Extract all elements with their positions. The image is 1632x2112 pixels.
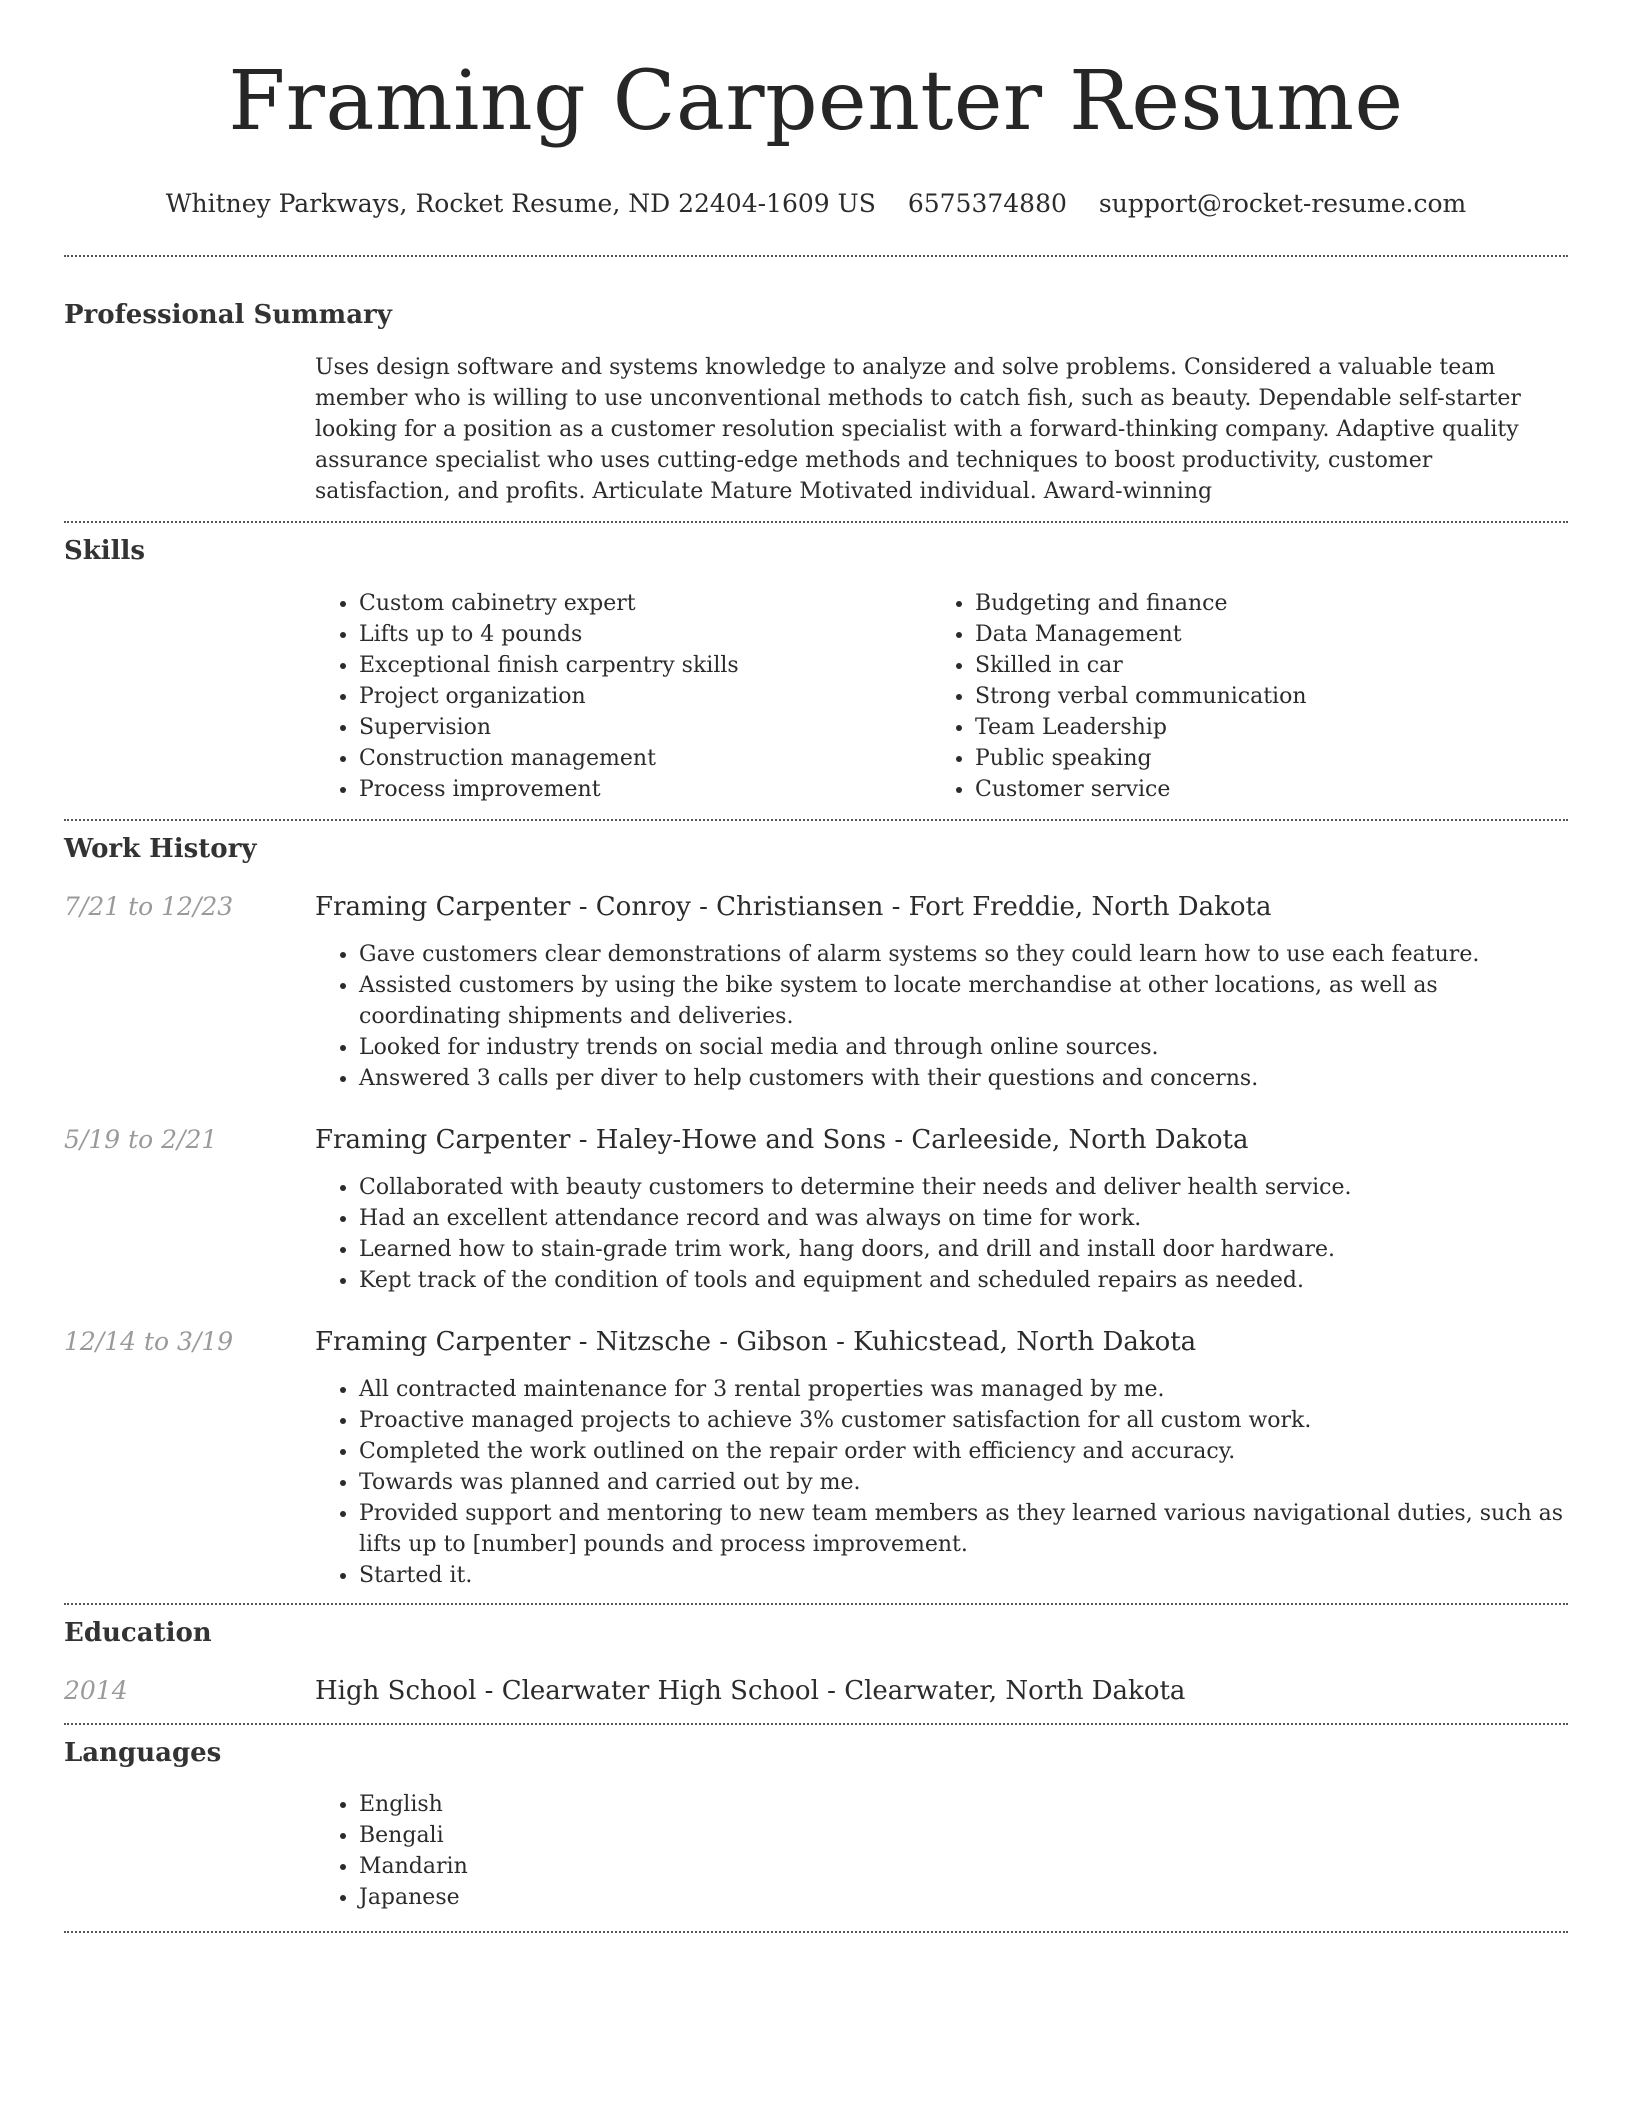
- skill-item: • Budgeting and finance: [975, 588, 1547, 619]
- divider: [64, 1723, 1568, 1725]
- language-item: • Japanese: [359, 1882, 1568, 1913]
- job-bullet: • Started it.: [359, 1560, 1568, 1591]
- job-bullet: • Provided support and mentoring to new team members as they learned various navigational duties, such as lifts up to [number] pounds and process improvement.: [359, 1498, 1568, 1560]
- summary-text: Uses design software and systems knowledge to analyze and solve problems. Considered a valuable team member who is willing to use unconventional methods to catch fish, such as beauty. Dependable self-starter looking for a position as a customer resolution specialist with a forward-thinking company. Adaptive quality assurance specialist who uses cutting-edge methods and techniques to boost productivity, customer satisfaction, and profits. Articulate Mature Motivated individual. Award-winning: [315, 355, 1521, 504]
- job-bullets: [315, 1172, 1568, 1296]
- section-heading-work: Work History: [64, 834, 257, 864]
- job-bullet: • Learned how to stain-grade trim work, hang doors, and drill and install door hardware.: [359, 1234, 1568, 1265]
- job-dates: 7/21 to 12/23: [64, 892, 234, 921]
- job-title: Framing Carpenter - Conroy - Christiansen - Fort Freddie, North Dakota: [315, 892, 1272, 922]
- languages-list: [315, 1789, 1568, 1913]
- skills-columns: [315, 588, 1568, 805]
- job-dates: 12/14 to 3/19: [64, 1327, 234, 1356]
- job-bullets: [315, 1374, 1568, 1591]
- contact-address: Whitney Parkways, Rocket Resume, ND 22404-1609 US: [165, 189, 876, 218]
- section-heading-education: Education: [64, 1618, 212, 1648]
- job-bullet: • Looked for industry trends on social media and through online sources.: [359, 1032, 1568, 1063]
- job-bullet: • Proactive managed projects to achieve 3% customer satisfaction for all custom work.: [359, 1405, 1568, 1436]
- skill-item: • Exceptional finish carpentry skills: [359, 650, 931, 681]
- job-bullet: • Gave customers clear demonstrations of alarm systems so they could learn how to use each feature.: [359, 939, 1568, 970]
- job-header: [64, 1124, 1568, 1156]
- job-header: [64, 891, 1568, 923]
- skill-item: • Public speaking: [975, 743, 1547, 774]
- language-item: • English: [359, 1789, 1568, 1820]
- divider: [64, 521, 1568, 523]
- job-bullets: [315, 939, 1568, 1094]
- skill-item: • Supervision: [359, 712, 931, 743]
- job-bullet: • Assisted customers by using the bike system to locate merchandise at other locations, as well as coordinating shipments and deliveries.: [359, 970, 1568, 1032]
- skill-item: • Process improvement: [359, 774, 931, 805]
- language-item: • Mandarin: [359, 1851, 1568, 1882]
- job-bullet: • Kept track of the condition of tools and equipment and scheduled repairs as needed.: [359, 1265, 1568, 1296]
- job-bullet: • Completed the work outlined on the repair order with efficiency and accuracy.: [359, 1436, 1568, 1467]
- divider: [64, 819, 1568, 821]
- skills-list-right: [931, 588, 1547, 805]
- skill-item: • Custom cabinetry expert: [359, 588, 931, 619]
- job-bullet: • Collaborated with beauty customers to determine their needs and deliver health service.: [359, 1172, 1568, 1203]
- skill-item: • Team Leadership: [975, 712, 1547, 743]
- language-item: • Bengali: [359, 1820, 1568, 1851]
- divider: [64, 255, 1568, 257]
- skills-list-left: [315, 588, 931, 805]
- education-row: [64, 1675, 1568, 1707]
- job-bullet: • Answered 3 calls per diver to help customers with their questions and concerns.: [359, 1063, 1568, 1094]
- skill-item: • Strong verbal communication: [975, 681, 1547, 712]
- job-title: Framing Carpenter - Nitzsche - Gibson - Kuhicstead, North Dakota: [315, 1327, 1197, 1357]
- job-bullet: • All contracted maintenance for 3 rental properties was managed by me.: [359, 1374, 1568, 1405]
- job-title: Framing Carpenter - Haley-Howe and Sons - Carleeside, North Dakota: [315, 1125, 1249, 1155]
- job-header: [64, 1326, 1568, 1358]
- contact-line: [64, 188, 1568, 220]
- section-heading-languages: Languages: [64, 1738, 222, 1768]
- job-dates: 5/19 to 2/21: [64, 1125, 218, 1154]
- contact-phone: 6575374880: [907, 189, 1067, 218]
- section-heading-summary: Professional Summary: [64, 300, 392, 330]
- skill-item: • Customer service: [975, 774, 1547, 805]
- contact-email: support@rocket-resume.com: [1098, 189, 1467, 218]
- divider: [64, 1931, 1568, 1933]
- divider: [64, 1603, 1568, 1605]
- page-title: Framing Carpenter Resume: [228, 54, 1404, 149]
- skill-item: • Skilled in car: [975, 650, 1547, 681]
- section-heading-skills: Skills: [64, 536, 146, 566]
- education-year: 2014: [64, 1676, 128, 1705]
- job-bullet: • Had an excellent attendance record and was always on time for work.: [359, 1203, 1568, 1234]
- skill-item: • Project organization: [359, 681, 931, 712]
- education-title: High School - Clearwater High School - Clearwater, North Dakota: [315, 1676, 1186, 1706]
- skill-item: • Construction management: [359, 743, 931, 774]
- job-bullet: • Towards was planned and carried out by me.: [359, 1467, 1568, 1498]
- skill-item: • Data Management: [975, 619, 1547, 650]
- skill-item: • Lifts up to 4 pounds: [359, 619, 931, 650]
